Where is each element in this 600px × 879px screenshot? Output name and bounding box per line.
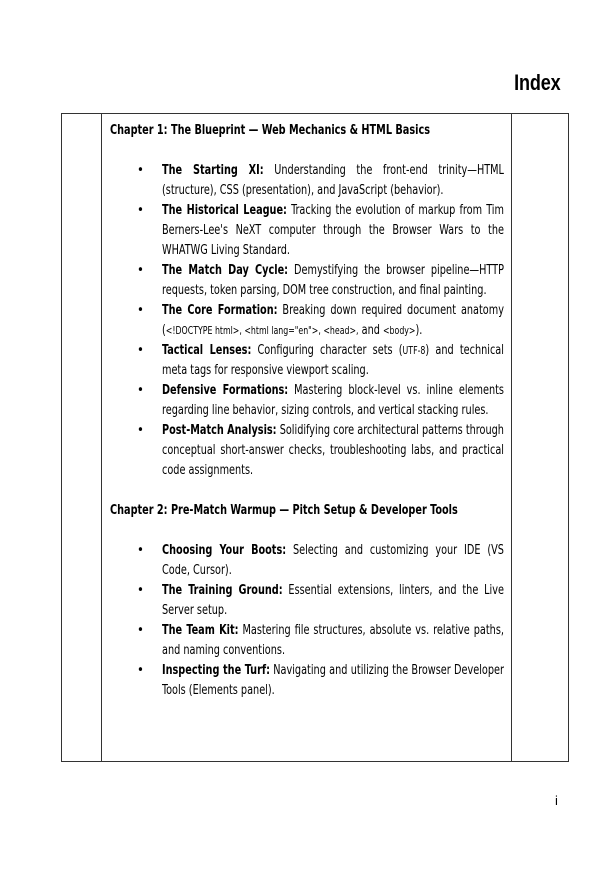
list-item — [110, 581, 506, 621]
topic-description: Solidifying core architectural patterns through conceptual short-answer checks, troubleshooting labs, and practical code assignments. — [162, 423, 504, 478]
list-item — [110, 261, 506, 301]
topic-description: Mastering file structures, absolute vs. relative paths, and naming conventions. — [162, 623, 504, 658]
topic-list — [110, 541, 506, 701]
table-left-divider — [101, 114, 102, 761]
page-title: Index — [513, 70, 560, 95]
topic-description: Essential extensions, linters, and the Live Server setup. — [162, 583, 504, 618]
bullet-icon: • — [137, 663, 144, 678]
list-item — [110, 161, 506, 201]
topic-description: Configuring character sets ( — [251, 343, 403, 358]
topic-description: Tracking the evolution of markup from Tim Berners-Lee's NeXT computer through the Browser Wars to the WHATWG Living Standard. — [162, 203, 504, 258]
topic-term: Tactical Lenses: — [162, 343, 252, 358]
list-item — [110, 381, 506, 421]
code-snippet: <body> — [382, 325, 416, 337]
topic-term: The Core Formation: — [162, 303, 278, 318]
topic-term: Inspecting the Turf: — [162, 663, 270, 678]
topic-description: Mastering block-level vs. inline elements regarding line behavior, sizing controls, and vertical stacking rules. — [162, 383, 504, 418]
bullet-icon: • — [137, 303, 144, 318]
topic-description: Breaking down required document anatomy ( — [162, 303, 504, 338]
index-content — [110, 121, 506, 721]
topic-description-end: ). — [415, 323, 423, 338]
list-item — [110, 541, 506, 581]
topic-term: Choosing Your Boots: — [162, 543, 287, 558]
topic-term: Defensive Formations: — [162, 383, 289, 398]
topic-description: Demystifying the browser pipeline—HTTP requests, token parsing, DOM tree construction, and final painting. — [162, 263, 504, 298]
code-snippet: <!DOCTYPE html>, <html lang="en">, <head>, — [165, 325, 359, 337]
topic-list — [110, 161, 506, 481]
topic-description: Navigating and utilizing the Browser Developer Tools (Elements panel). — [162, 663, 504, 698]
topic-term: Post-Match Analysis: — [162, 423, 277, 438]
bullet-icon: • — [137, 423, 144, 438]
bullet-icon: • — [137, 383, 144, 398]
chapter-heading: Chapter 1: The Blueprint — Web Mechanics & HTML Basics — [110, 123, 430, 138]
topic-description-cont: ) and technical meta tags for responsive viewport scaling. — [162, 343, 504, 378]
topic-description: Understanding the front-end trinity—HTML (structure), CSS (presentation), and JavaScript (behavior). — [162, 163, 504, 198]
list-item — [110, 661, 506, 701]
bullet-icon: • — [137, 163, 144, 178]
list-item — [110, 421, 506, 481]
bullet-icon: • — [137, 583, 144, 598]
topic-term: The Starting XI: — [162, 163, 264, 178]
page-number: i — [555, 793, 558, 808]
table-right-divider — [511, 114, 512, 761]
list-item — [110, 201, 506, 261]
bullet-icon: • — [137, 543, 144, 558]
bullet-icon: • — [137, 623, 144, 638]
topic-description: Selecting and customizing your IDE (VS Code, Cursor). — [162, 543, 504, 578]
topic-term: The Historical League: — [162, 203, 287, 218]
topic-term: The Training Ground: — [162, 583, 283, 598]
list-item — [110, 621, 506, 661]
bullet-icon: • — [137, 203, 144, 218]
topic-term: The Match Day Cycle: — [162, 263, 289, 278]
index-table — [61, 113, 569, 762]
topic-description-cont: and — [358, 323, 383, 338]
list-item — [110, 341, 506, 381]
chapter-heading: Chapter 2: Pre-Match Warmup — Pitch Setup & Developer Tools — [110, 503, 458, 518]
bullet-icon: • — [137, 343, 144, 358]
bullet-icon: • — [137, 263, 144, 278]
topic-term: The Team Kit: — [162, 623, 239, 638]
list-item — [110, 301, 506, 341]
code-snippet: UTF-8 — [402, 345, 426, 357]
